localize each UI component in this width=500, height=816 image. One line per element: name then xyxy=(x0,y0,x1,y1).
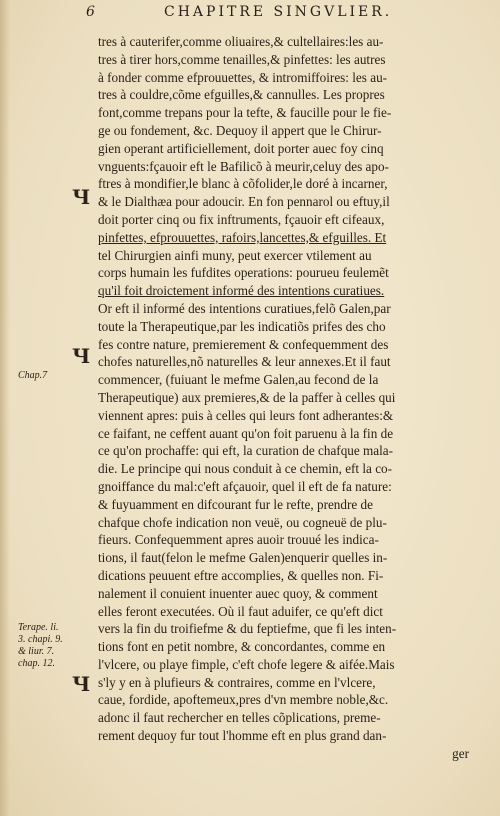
margin-note-terape-3: & liur. 7. xyxy=(18,646,55,657)
text-line: & le Dialthæa pour adoucir. En fon pennarol ou eftuy,il xyxy=(98,194,390,210)
paragraph-mark: Ч xyxy=(72,344,91,368)
margin-note-terape-4: chap. 12. xyxy=(18,658,55,669)
text-line: dications peuuent eftre accomplies, & quelles non. Fi- xyxy=(98,567,384,583)
margin-note-terape-1: Terape. li. xyxy=(18,622,59,633)
page-header xyxy=(86,4,486,26)
text-line: l'vlcere, ou playe fimple, c'eft chofe legere & aifée.Mais xyxy=(98,656,395,672)
text-line: doit porter cinq ou fix inftruments, fçauoir eft cifeaux, xyxy=(98,211,385,227)
text-line: & fuyuamment en difcourant fur le refte, prendre de xyxy=(98,496,373,512)
text-line: s'ly y en à plufieurs & contraires, comme en l'vlcere, xyxy=(98,674,376,690)
text-line: chafque chofe indication non veuë, ou cogneuë de plu- xyxy=(98,514,387,530)
text-line: tions, il faut(felon le mefme Galen)enquerir quelles in- xyxy=(98,550,388,566)
text-line: nalement il conuient inuenter auec quoy, & comment xyxy=(98,585,378,601)
text-line: gien operant artificiellement, doit porter auec foy cinq xyxy=(98,140,384,156)
text-line: gnoiffance du mal:c'eft afçauoir, quel il eft de fa nature: xyxy=(98,478,392,494)
margin-note-chap7: Chap.7 xyxy=(18,370,48,381)
text-line: corps humain les fufdites operations: pourueu feulemẽt xyxy=(98,265,389,281)
text-line: elles feront executées. Où il faut aduifer, ce qu'eft dict xyxy=(98,603,383,619)
text-line: ftres à mondifier,le blanc à cõfolider,le doré à incarner, xyxy=(98,176,388,192)
text-line: die. Le principe qui nous conduit à ce chemin, eft la co- xyxy=(98,461,393,477)
text-line: adonc il faut rechercher en telles cõplications, preme- xyxy=(98,710,381,726)
paragraph-mark: Ч xyxy=(72,185,91,209)
text-line: tres à cauterifer,comme oliuaires,& cultellaires:les au- xyxy=(98,34,384,49)
paragraph-mark: Ч xyxy=(72,672,91,696)
text-line: caue, fordide, apoftemeux,pres d'vn membre noble,&c. xyxy=(98,692,389,708)
text-line: à fonder comme efprouuettes, & intromiffoires: les au- xyxy=(98,69,388,85)
body-text xyxy=(98,33,483,763)
text-line: ce faifant, ne ceffent auant qu'on foit paruenu à la fin de xyxy=(98,425,394,441)
page-number: 6 xyxy=(86,4,98,20)
text-line: rement dequoy fur tout l'homme eft en plus grand dan- xyxy=(98,728,387,744)
text-line-catchword: ger xyxy=(452,745,469,761)
margin-note-terape-2: 3. chapi. 9. xyxy=(18,634,63,645)
text-line-underlined: pinfettes, efprouuettes, rafoirs,lancettes,& efguilles. Et xyxy=(98,229,387,245)
text-line: ce qu'on prochaffe: qui eft, la curation de chafque mala- xyxy=(98,443,394,459)
text-line: Or eft il informé des intentions curatiues,felõ Galen,par xyxy=(98,300,391,316)
text-line-underlined: qu'il foit droictement informé des intentions curatiues. xyxy=(98,283,385,299)
page-gutter-shadow xyxy=(0,0,10,816)
text-line: fes contre nature, premierement & confequemment des xyxy=(98,336,389,352)
text-line: toute la Therapeutique,par les indicatiõs prifes des cho xyxy=(98,318,386,334)
text-line: tres à couldre,cõme efguilles,& cannulles. Les propres xyxy=(98,87,385,103)
text-line: ge ou fondement, &c. Dequoy il appert que le Chirur- xyxy=(98,122,382,138)
text-line: Therapeutique) aux premieres,& de la paffer à celles qui xyxy=(98,389,396,405)
text-line: fieurs. Confequemment apres auoir trouué les indica- xyxy=(98,532,379,548)
text-line: tel Chirurgien ainfi muny, peut exercer vtilement au xyxy=(98,247,372,263)
running-title: CHAPITRE SINGVLIER. xyxy=(164,4,393,20)
text-line: font,comme trepans pour la tefte, & faucille pour le fie- xyxy=(98,105,392,121)
text-line: commencer, (fuiuant le mefme Galen,au fecond de la xyxy=(98,372,379,388)
text-line: vnguents:fçauoir eft le Bafilicõ à meurir,celuy des apo- xyxy=(98,158,389,174)
text-line: chofes naturelles,nõ naturelles & leur annexes.Et il faut xyxy=(98,354,391,370)
text-line: viennent apres: puis à celles qui leurs font adherantes:& xyxy=(98,407,394,423)
text-line: vers la fin du troifiefme & du feptiefme, que fi les inten- xyxy=(98,621,397,637)
text-line: tions font en petit nombre, & concordantes, comme en xyxy=(98,639,386,655)
text-line: tres à tirer hors,comme tenailles,& pinfettes: les autres xyxy=(98,51,386,67)
